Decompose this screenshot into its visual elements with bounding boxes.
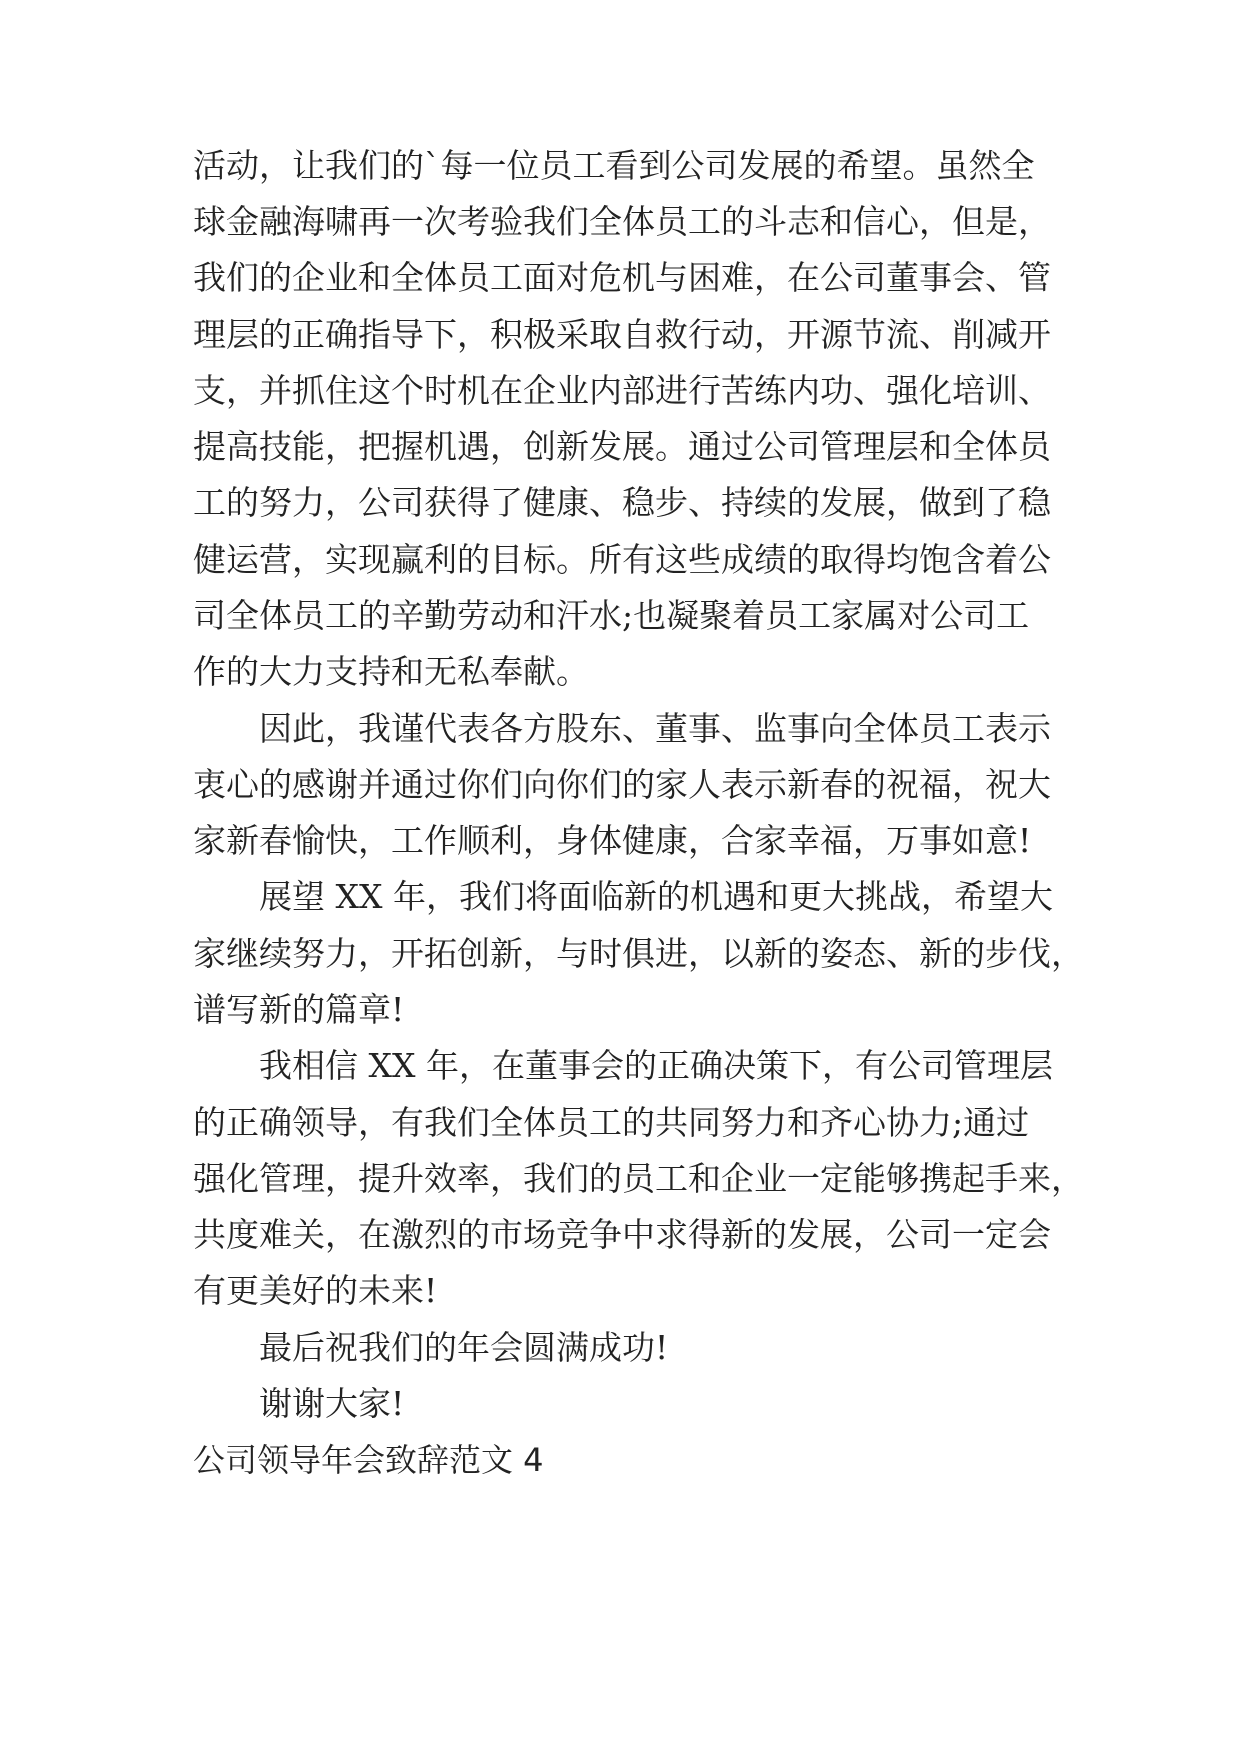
body-line: 我们的企业和全体员工面对危机与困难，在公司董事会、管	[193, 258, 1051, 297]
body-line: 支，并抓住这个时机在企业内部进行苦练内功、强化培训、	[193, 371, 1051, 410]
body-line: 谱写新的篇章!	[193, 990, 405, 1029]
body-line: 健运营，实现赢利的目标。所有这些成绩的取得均饱含着公	[193, 540, 1051, 579]
paragraph-start-line: 因此，我谨代表各方股东、董事、监事向全体员工表示	[259, 709, 1051, 748]
paragraph-start-line: 展望 XX 年，我们将面临新的机遇和更大挑战，希望大	[259, 877, 1053, 916]
body-line: 强化管理，提升效率，我们的员工和企业一定能够携起手来，	[193, 1159, 1084, 1198]
body-line: 家新春愉快，工作顺利，身体健康，合家幸福，万事如意!	[193, 821, 1032, 860]
body-line: 工的努力，公司获得了健康、稳步、持续的发展，做到了稳	[193, 483, 1051, 522]
body-line: 作的大力支持和无私奉献。	[193, 652, 589, 691]
body-line: 的正确领导，有我们全体员工的共同努力和齐心协力;通过	[193, 1103, 1030, 1142]
body-line: 衷心的感谢并通过你们向你们的家人表示新春的祝福，祝大	[193, 765, 1051, 804]
body-line: 提高技能，把握机遇，创新发展。通过公司管理层和全体员	[193, 427, 1051, 466]
body-line: 有更美好的未来!	[193, 1271, 438, 1310]
body-line: 球金融海啸再一次考验我们全体员工的斗志和信心，但是，	[193, 202, 1051, 241]
body-line: 司全体员工的辛勤劳动和汗水;也凝聚着员工家属对公司工	[193, 596, 1030, 635]
body-line: 家继续努力，开拓创新，与时俱进，以新的姿态、新的步伐，	[193, 934, 1084, 973]
paragraph-start-line: 最后祝我们的年会圆满成功!	[259, 1328, 669, 1367]
body-line: 共度难关，在激烈的市场竞争中求得新的发展，公司一定会	[193, 1215, 1051, 1254]
paragraph-start-line: 我相信 XX 年，在董事会的正确决策下，有公司管理层	[259, 1046, 1053, 1085]
paragraph-start-line: 谢谢大家!	[259, 1384, 405, 1423]
body-line: 理层的正确指导下，积极采取自救行动，开源节流、削减开	[193, 315, 1051, 354]
section-heading: 公司领导年会致辞范文 4	[193, 1441, 544, 1479]
body-line: 活动，让我们的`每一位员工看到公司发展的希望。虽然全	[193, 146, 1035, 185]
